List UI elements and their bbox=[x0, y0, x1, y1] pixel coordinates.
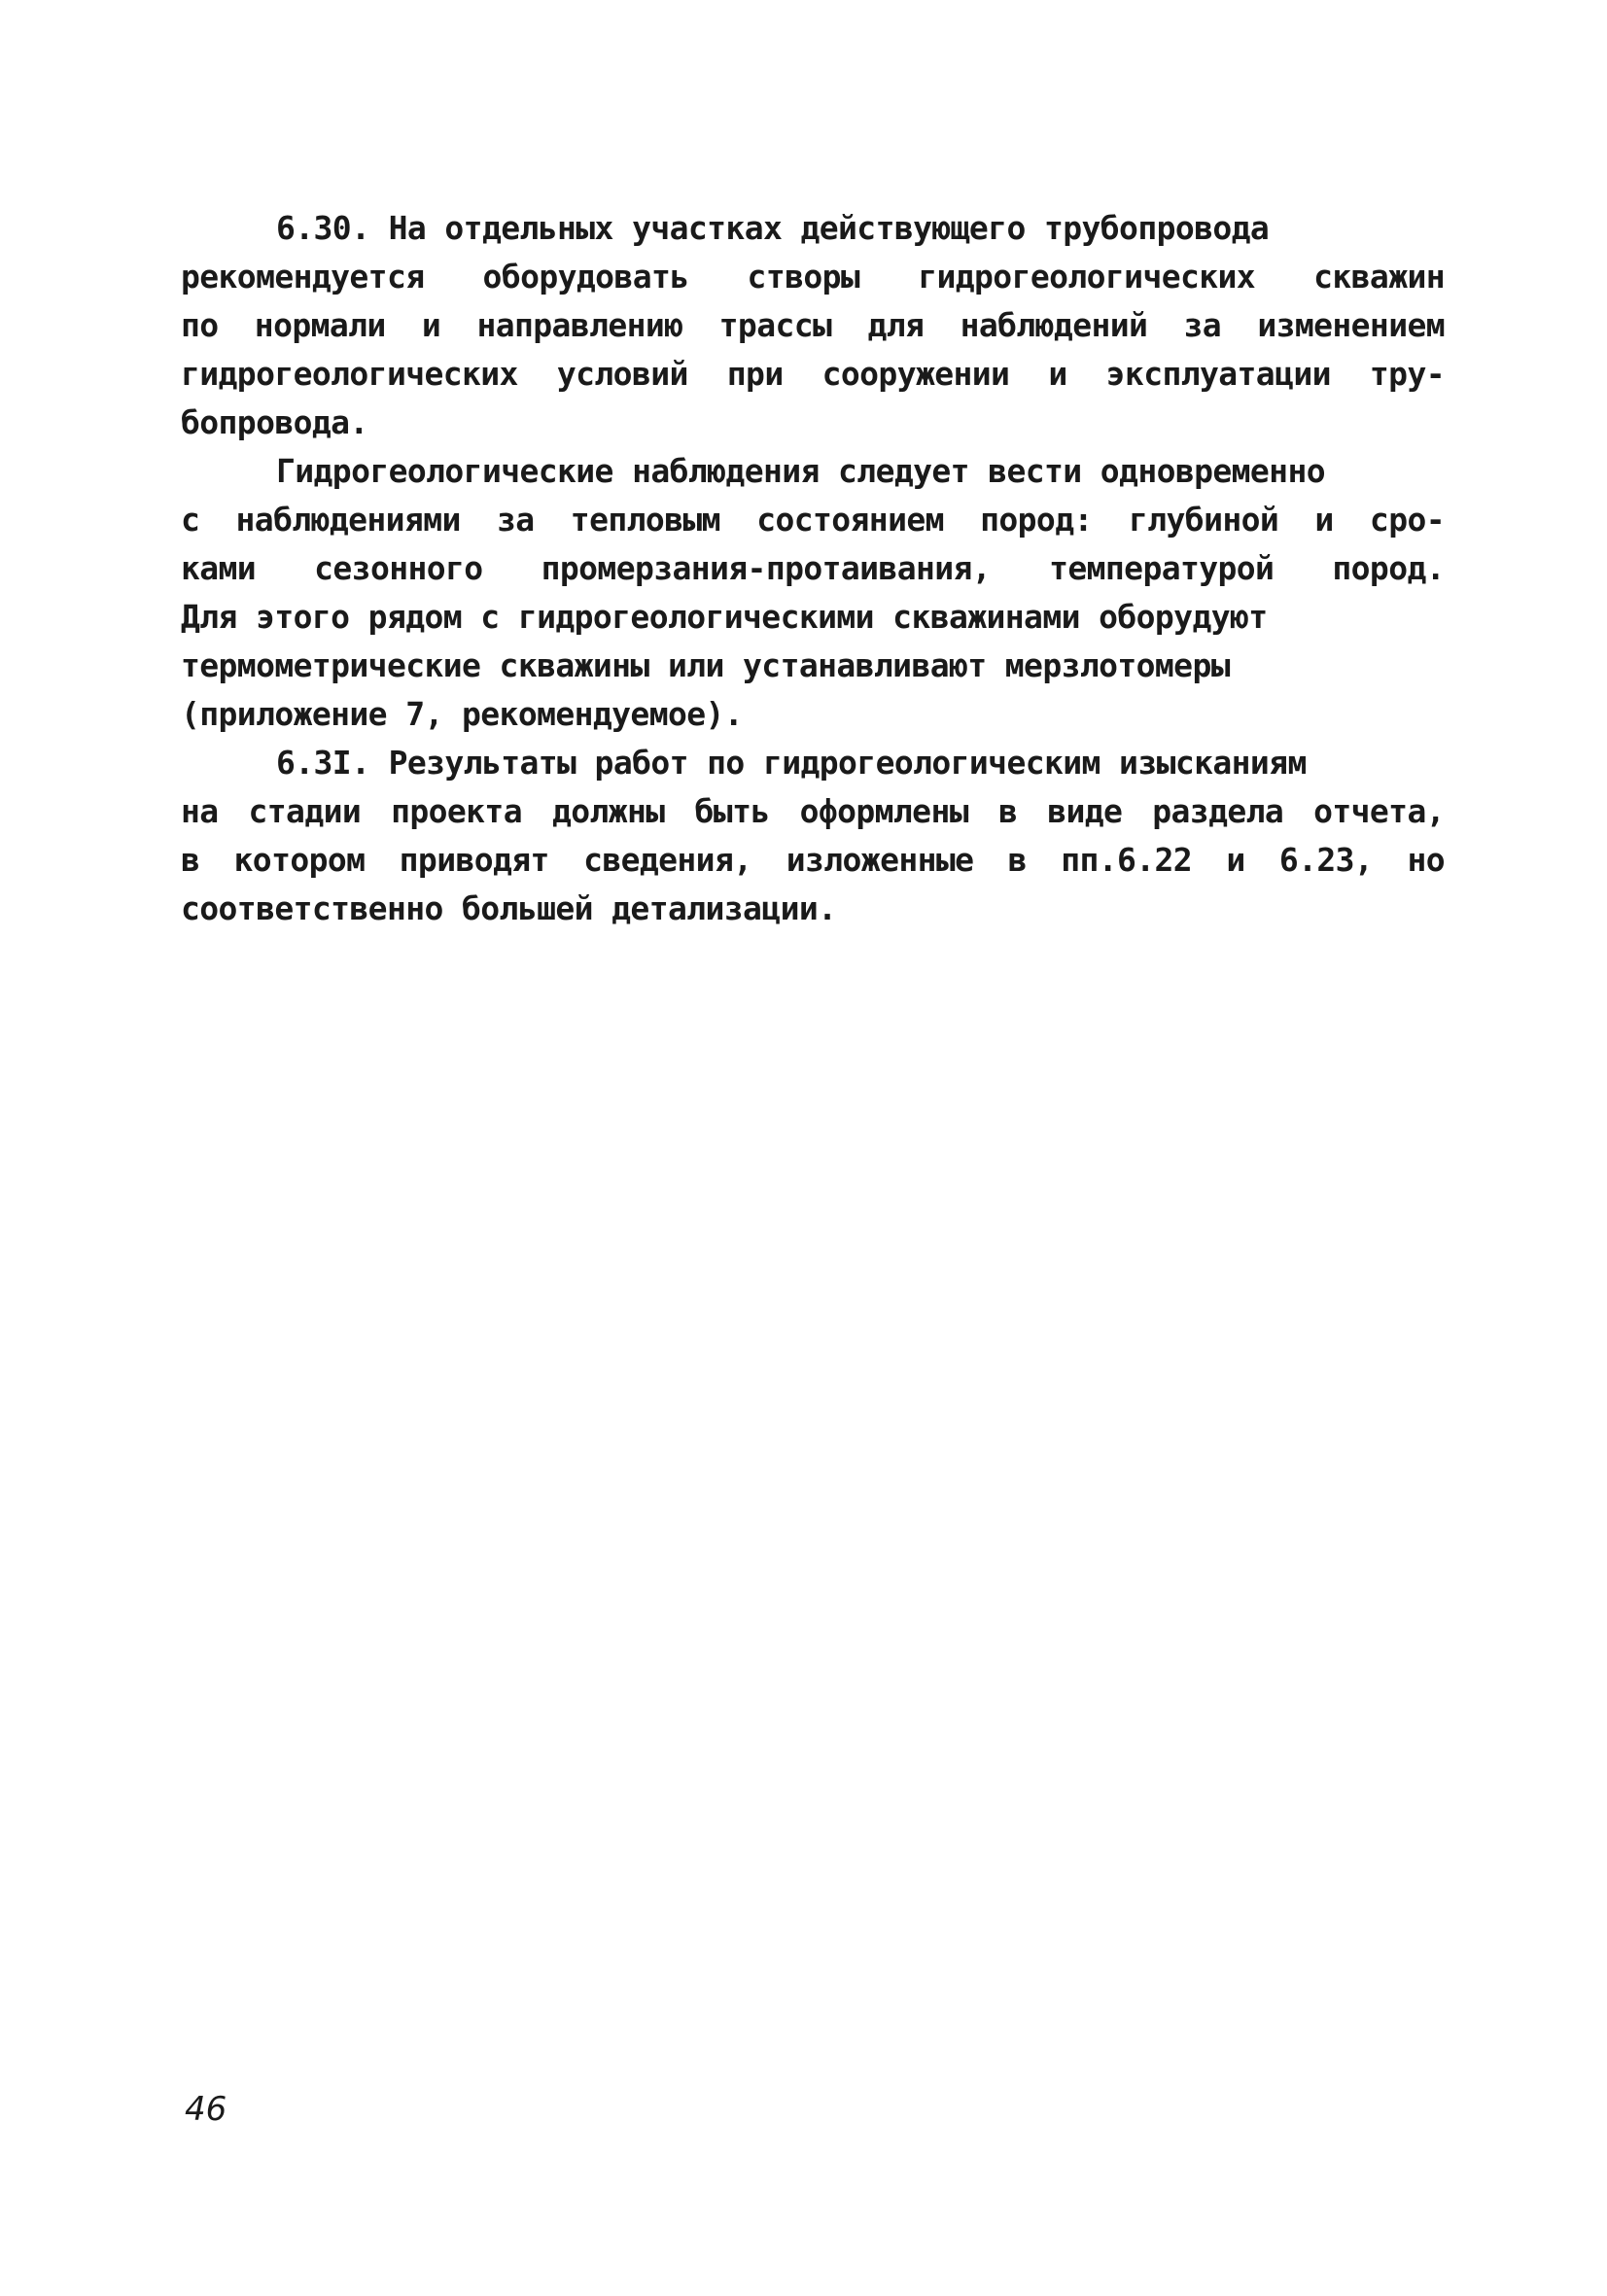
paragraph-6-30-line-3: по нормали и направлению трассы для наблюдений за изменением bbox=[181, 306, 1445, 344]
paragraph-observations-line-2: с наблюдениями за тепловым состоянием пород: глубиной и сро- bbox=[181, 501, 1445, 539]
paragraph-6-31-line-2: на стадии проекта должны быть оформлены в виде раздела отчета, bbox=[181, 792, 1445, 830]
paragraph-observations-line-3: ками сезонного промерзания-протаивания, температурой пород. bbox=[181, 549, 1445, 587]
paragraph-6-31-line-1: 6.3I. Результаты работ по гидрогеологическим изысканиям bbox=[276, 744, 1307, 782]
paragraph-observations-line-6: (приложение 7, рекомендуемое). bbox=[181, 695, 744, 733]
paragraph-6-31-line-3: в котором приводят сведения, изложенные в пп.6.22 и 6.23, но bbox=[181, 841, 1445, 879]
paragraph-6-30-line-1: 6.30. На отдельных участках действующего трубопровода bbox=[276, 209, 1270, 247]
paragraph-6-31-line-4: соответственно большей детализации. bbox=[181, 889, 837, 927]
paragraph-observations-line-5: термометрические скважины или устанавливают мерзлотомеры bbox=[181, 646, 1230, 684]
body-text bbox=[181, 204, 1445, 933]
paragraph-observations-line-4: Для этого рядом с гидрогеологическими скважинами оборудуют bbox=[181, 598, 1268, 636]
paragraph-observations-line-1: Гидрогеологические наблюдения следует вести одновременно bbox=[276, 452, 1325, 490]
paragraph-6-30-line-2: рекомендуется оборудовать створы гидрогеологических скважин bbox=[181, 258, 1445, 296]
paragraph-6-30-line-4: гидрогеологических условий при сооружении и эксплуатации тру- bbox=[181, 355, 1445, 393]
paragraph-6-30-line-5: бопровода. bbox=[181, 403, 368, 441]
page-number: 46 bbox=[185, 2090, 227, 2129]
